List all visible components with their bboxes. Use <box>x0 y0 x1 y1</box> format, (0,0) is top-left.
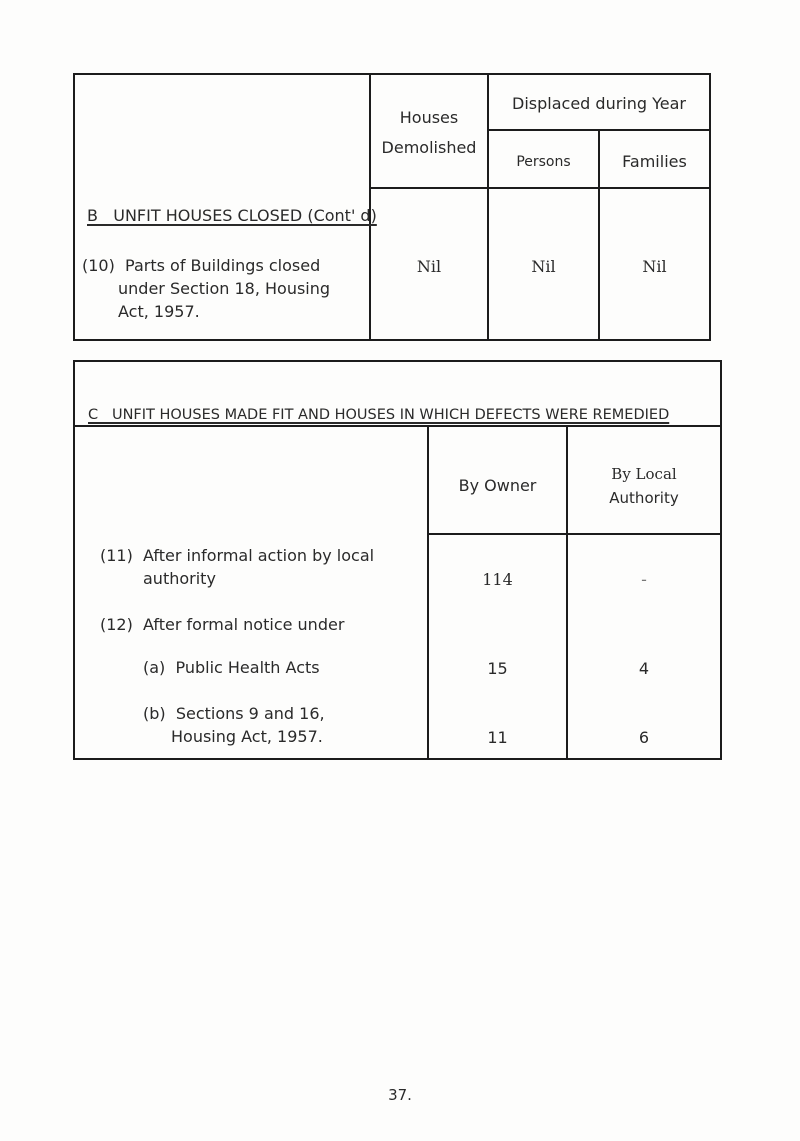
row-11-label-line1: (11) After informal action by local <box>100 546 375 565</box>
row-10-label-line2: under Section 18, Housing <box>118 279 331 298</box>
row-12b-by-owner: 11 <box>487 728 508 747</box>
row-12b-label-line1: (b) Sections 9 and 16, <box>143 704 325 723</box>
table-c-left-border <box>73 360 75 760</box>
table-c-bottom-border <box>73 758 722 760</box>
row-11-label-line2: authority <box>143 569 216 588</box>
table-c-header-rule <box>427 533 722 535</box>
row-10-label-line1: (10) Parts of Buildings closed <box>82 256 321 275</box>
header-houses-demolished-line2: Demolished <box>381 138 477 157</box>
section-b-title: B UNFIT HOUSES CLOSED (Cont' d) <box>87 206 377 225</box>
header-persons: Persons <box>516 154 571 170</box>
row-10-label-line3: Act, 1957. <box>118 302 200 321</box>
row-11-by-local-authority: - <box>641 570 647 589</box>
table-b-left-border <box>73 73 75 341</box>
table-b-subheader-rule <box>487 129 711 131</box>
row-12b-by-local-authority: 6 <box>638 728 650 747</box>
table-b-top-border <box>73 73 711 75</box>
table-c-title-rule <box>73 425 722 427</box>
row-10-persons: Nil <box>531 257 556 276</box>
row-12b-label-line2: Housing Act, 1957. <box>171 727 323 746</box>
row-12a-by-owner: 15 <box>487 659 508 678</box>
section-c-title: C UNFIT HOUSES MADE FIT AND HOUSES IN WHICH DEFECTS WERE REMEDIED <box>88 407 670 423</box>
page-number: 37. <box>388 1086 412 1104</box>
table-b-header-rule <box>369 187 711 189</box>
header-displaced-during-year: Displaced during Year <box>512 94 686 113</box>
table-c-top-border <box>73 360 722 362</box>
table-b-bottom-border <box>73 339 711 341</box>
table-c-right-border <box>720 360 722 760</box>
header-by-local-authority-line2: Authority <box>609 489 679 507</box>
header-houses-demolished-line1: Houses <box>399 108 459 127</box>
row-10-families: Nil <box>642 257 667 276</box>
row-10-houses-demolished: Nil <box>416 257 442 276</box>
row-12-label: (12) After formal notice under <box>100 615 345 634</box>
row-12a-label: (a) Public Health Acts <box>143 658 320 677</box>
header-by-owner: By Owner <box>458 476 537 495</box>
table-b-right-border <box>709 73 711 341</box>
row-12a-by-local-authority: 4 <box>638 659 650 678</box>
header-families: Families <box>622 152 687 171</box>
header-by-local-authority-line1: By Local <box>611 465 677 483</box>
row-11-by-owner: 114 <box>482 570 513 589</box>
